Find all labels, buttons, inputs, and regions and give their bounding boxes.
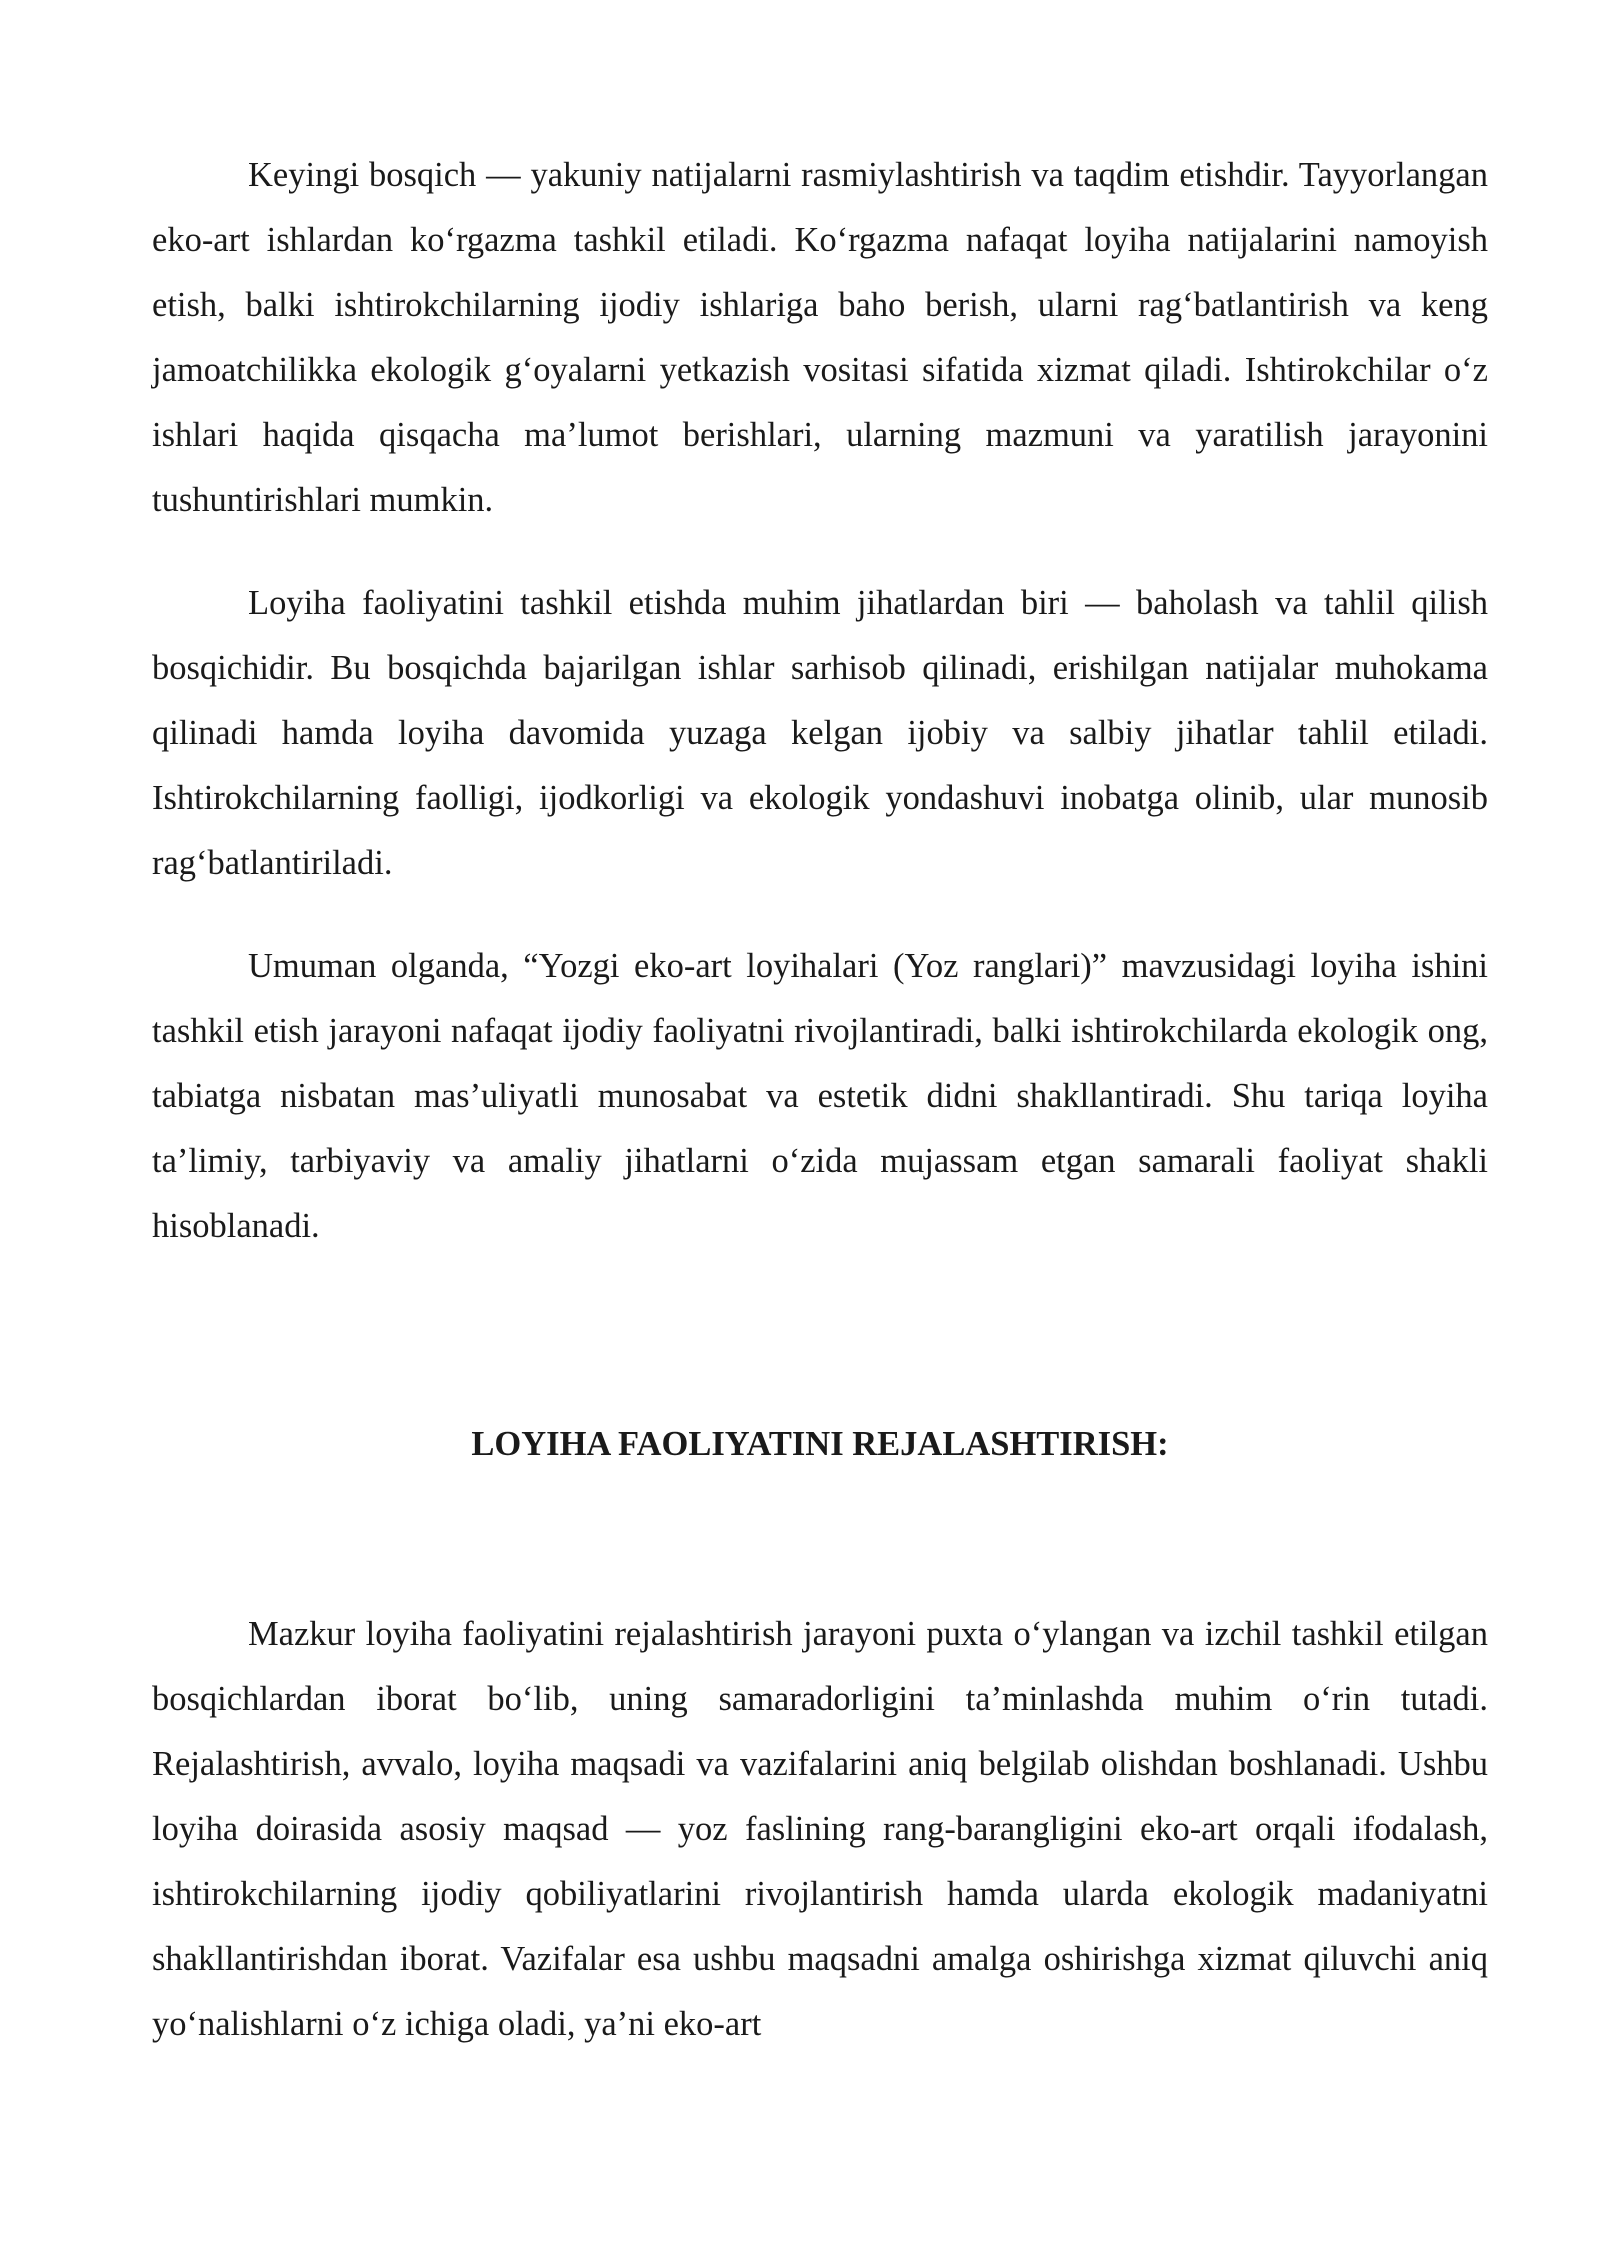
- paragraph-evaluation-stage: Loyiha faoliyatini tashkil etishda muhim jihatlardan biri — baholash va tahlil qilish bosqichidir. Bu bosqichda bajarilgan ishlar sarhisob qilinadi, erishilgan natijalar muhokama qilinadi hamda loyiha davomida yuzaga kelgan ijobiy va salbiy jihatlar tahlil etiladi. Ishtirokchilarning faolligi, ijodkorligi va ekologik yondashuvi inobatga olinib, ular munosib rag‘batlantiriladi.: [152, 584, 1488, 882]
- section-heading: LOYIHA FAOLIYATINI REJALASHTIRISH:: [471, 1425, 1169, 1463]
- document-body: [152, 143, 1488, 2095]
- paragraph-planning-intro: Mazkur loyiha faoliyatini rejalashtirish jarayoni puxta o‘ylangan va izchil tashkil etilgan bosqichlardan iborat bo‘lib, uning samaradorligini ta’minlashda muhim o‘rin tutadi. Rejalashtirish, avvalo, loyiha maqsadi va vazifalarini aniq belgilab olishdan boshlanadi. Ushbu loyiha doirasida asosiy maqsad — yoz faslining rang-barangligini eko-art orqali ifodalash, ishtirokchilarning ijodiy qobiliyatlarini rivojlantirish hamda ularda ekologik madaniyatni shakllantirishdan iborat. Vazifalar esa ushbu maqsadni amalga oshirishga xizmat qiluvchi aniq yo‘nalishlarni o‘z ichiga oladi, ya’ni eko-art: [152, 1615, 1488, 2043]
- paragraph-final-stage: Keyingi bosqich — yakuniy natijalarni rasmiylashtirish va taqdim etishdir. Tayyorlangan eko-art ishlardan ko‘rgazma tashkil etiladi. Ko‘rgazma nafaqat loyiha natijalarini namoyish etish, balki ishtirokchilarning ijodiy ishlariga baho berish, ularni rag‘batlantirish va keng jamoatchilikka ekologik g‘oyalarni yetkazish vositasi sifatida xizmat qiladi. Ishtirokchilar o‘z ishlari haqida qisqacha ma’lumot berishlari, ularning mazmuni va yaratilish jarayonini tushuntirishlari mumkin.: [152, 156, 1488, 519]
- paragraph-conclusion: Umuman olganda, “Yozgi eko-art loyihalari (Yoz ranglari)” mavzusidagi loyiha ishini tashkil etish jarayoni nafaqat ijodiy faoliyatni rivojlantiradi, balki ishtirokchilarda ekologik ong, tabiatga nisbatan mas’uliyatli munosabat va estetik didni shakllantiradi. Shu tariqa loyiha ta’limiy, tarbiyaviy va amaliy jihatlarni o‘zida mujassam etgan samarali faoliyat shakli hisoblanadi.: [152, 947, 1488, 1245]
